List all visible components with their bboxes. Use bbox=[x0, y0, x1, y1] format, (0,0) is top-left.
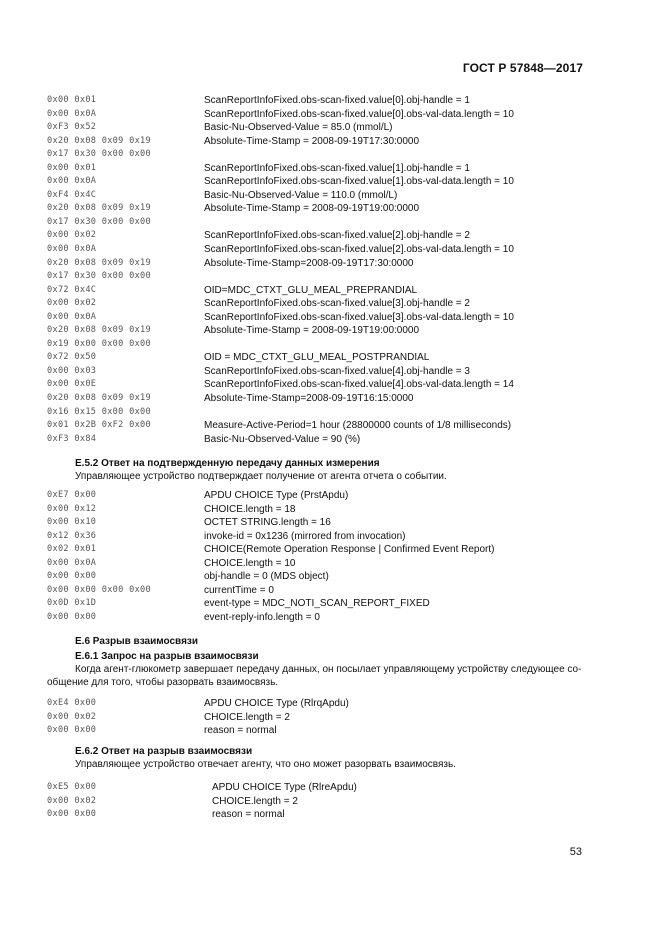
hex-bytes: 0x20 0x08 0x09 0x19 bbox=[47, 203, 152, 214]
hex-description: OID=MDC_CTXT_GLU_MEAL_PREPRANDIAL bbox=[204, 284, 418, 296]
hex-row bbox=[0, 94, 661, 108]
hex-bytes: 0x17 0x30 0x00 0x00 bbox=[47, 271, 152, 282]
hex-bytes: 0x72 0x50 bbox=[47, 352, 97, 363]
hex-description: ScanReportInfoFixed.obs-scan-fixed.value[2].obs-val-data.length = 10 bbox=[204, 244, 514, 256]
hex-row bbox=[0, 419, 661, 433]
hex-description: ScanReportInfoFixed.obs-scan-fixed.value[4].obj-handle = 3 bbox=[204, 365, 470, 377]
hex-bytes: 0x00 0x0A bbox=[47, 557, 97, 568]
hex-bytes: 0x00 0x0E bbox=[47, 379, 97, 390]
hex-row bbox=[0, 406, 661, 420]
hex-bytes: 0x00 0x03 bbox=[47, 365, 97, 376]
hex-description: ScanReportInfoFixed.obs-scan-fixed.value[4].obs-val-data.length = 14 bbox=[204, 379, 514, 391]
hex-bytes: 0x20 0x08 0x09 0x19 bbox=[47, 393, 152, 404]
hex-description: ScanReportInfoFixed.obs-scan-fixed.value[3].obs-val-data.length = 10 bbox=[204, 311, 514, 323]
hex-description: Absolute-Time-Stamp = 2008-09-19T19:00:0000 bbox=[204, 325, 420, 337]
section-text-e62: Управляющее устройство отвечает агенту, что оно может разорвать взаимосвязь. bbox=[75, 759, 456, 770]
hex-row bbox=[0, 243, 661, 257]
hex-bytes: 0x00 0x02 bbox=[47, 711, 97, 722]
hex-description: Basic-Nu-Observed-Value = 110.0 (mmol/L) bbox=[204, 189, 398, 201]
hex-row bbox=[0, 597, 661, 611]
hex-row bbox=[0, 162, 661, 176]
hex-row bbox=[0, 516, 661, 530]
hex-bytes: 0x00 0x00 0x00 0x00 bbox=[47, 584, 152, 595]
hex-bytes: 0x20 0x08 0x09 0x19 bbox=[47, 325, 152, 336]
hex-description: Basic-Nu-Observed-Value = 90 (%) bbox=[204, 433, 361, 445]
page-number: 53 bbox=[569, 846, 582, 858]
hex-description: reason = normal bbox=[204, 725, 277, 737]
hex-row bbox=[0, 270, 661, 284]
hex-row bbox=[0, 557, 661, 571]
hex-bytes: 0xF3 0x52 bbox=[47, 122, 97, 133]
hex-row bbox=[0, 351, 661, 365]
hex-description: CHOICE.length = 10 bbox=[204, 557, 296, 569]
hex-description: ScanReportInfoFixed.obs-scan-fixed.value[1].obj-handle = 1 bbox=[204, 162, 470, 174]
hex-description: Absolute-Time-Stamp=2008-09-19T17:30:0000 bbox=[204, 257, 414, 269]
hex-row bbox=[0, 202, 661, 216]
hex-bytes: 0x00 0x01 bbox=[47, 95, 97, 105]
hex-bytes: 0x00 0x0A bbox=[47, 244, 97, 255]
hex-row bbox=[0, 216, 661, 230]
hex-bytes: 0xE7 0x00 bbox=[47, 490, 97, 500]
hex-row bbox=[0, 257, 661, 271]
hex-row bbox=[0, 489, 661, 503]
hex-bytes: 0x00 0x0A bbox=[47, 108, 97, 119]
hex-description: CHOICE.length = 2 bbox=[204, 711, 290, 723]
hex-dump-block-release-request bbox=[0, 697, 661, 738]
hex-bytes: 0x02 0x01 bbox=[47, 544, 97, 555]
hex-bytes: 0x00 0x00 bbox=[47, 611, 97, 622]
hex-row bbox=[0, 324, 661, 338]
hex-row bbox=[0, 108, 661, 122]
hex-row bbox=[0, 297, 661, 311]
hex-description: ScanReportInfoFixed.obs-scan-fixed.value[1].obs-val-data.length = 10 bbox=[204, 176, 514, 188]
hex-row bbox=[0, 584, 661, 598]
hex-description: APDU CHOICE Type (RlreApdu) bbox=[212, 782, 357, 793]
hex-bytes: 0x00 0x0A bbox=[47, 176, 97, 187]
hex-dump-block-release-response bbox=[0, 781, 661, 822]
hex-description: OCTET STRING.length = 16 bbox=[204, 517, 331, 529]
hex-bytes: 0x12 0x36 bbox=[47, 530, 97, 541]
hex-bytes: 0x19 0x00 0x00 0x00 bbox=[47, 338, 152, 349]
hex-bytes: 0x17 0x30 0x00 0x00 bbox=[47, 216, 152, 227]
hex-bytes: 0x00 0x0A bbox=[47, 311, 97, 322]
hex-description: event-type = MDC_NOTI_SCAN_REPORT_FIXED bbox=[204, 598, 430, 610]
hex-description: CHOICE(Remote Operation Response | Confirmed Event Report) bbox=[204, 544, 495, 556]
section-title-e61: Е.6.1 Запрос на разрыв взаимосвязи bbox=[75, 651, 259, 662]
hex-description: event-reply-info.length = 0 bbox=[204, 611, 320, 623]
hex-row bbox=[0, 338, 661, 352]
hex-row bbox=[0, 711, 661, 725]
hex-bytes: 0x72 0x4C bbox=[47, 284, 97, 295]
hex-description: APDU CHOICE Type (PrstApdu) bbox=[204, 490, 349, 501]
hex-row bbox=[0, 311, 661, 325]
hex-row bbox=[0, 175, 661, 189]
hex-description: invoke-id = 0x1236 (mirrored from invocation) bbox=[204, 530, 406, 542]
hex-row bbox=[0, 808, 661, 822]
hex-bytes: 0x00 0x02 bbox=[47, 230, 97, 241]
hex-description: Absolute-Time-Stamp=2008-09-19T16:15:0000 bbox=[204, 393, 414, 405]
section-title-e6: Е.6 Разрыв взаимосвязи bbox=[75, 636, 199, 647]
hex-row bbox=[0, 697, 661, 711]
section-title-e52: Е.5.2 Ответ на подтвержденную передачу данных измерения bbox=[75, 458, 380, 469]
section-text-e52: Управляющее устройство подтверждает получение от агента отчета о событии. bbox=[75, 471, 447, 482]
hex-description: CHOICE.length = 18 bbox=[204, 503, 296, 515]
hex-description: ScanReportInfoFixed.obs-scan-fixed.value[2].obj-handle = 2 bbox=[204, 230, 470, 242]
section-text-e61-line2: общение для того, чтобы разорвать взаимосвязь. bbox=[47, 677, 279, 688]
hex-description: Basic-Nu-Observed-Value = 85.0 (mmol/L) bbox=[204, 122, 393, 134]
hex-dump-block-scan-report bbox=[0, 94, 661, 446]
hex-bytes: 0x00 0x00 bbox=[47, 725, 97, 736]
section-title-e62: Е.6.2 Ответ на разрыв взаимосвязи bbox=[75, 746, 253, 757]
hex-row bbox=[0, 530, 661, 544]
hex-bytes: 0x00 0x00 bbox=[47, 809, 97, 820]
hex-description: ScanReportInfoFixed.obs-scan-fixed.value[3].obj-handle = 2 bbox=[204, 298, 470, 310]
hex-bytes: 0x20 0x08 0x09 0x19 bbox=[47, 135, 152, 146]
hex-row bbox=[0, 121, 661, 135]
hex-bytes: 0x01 0x2B 0xF2 0x00 bbox=[47, 420, 152, 431]
hex-bytes: 0x00 0x01 bbox=[47, 162, 97, 173]
hex-bytes: 0x0D 0x1D bbox=[47, 598, 97, 609]
hex-row bbox=[0, 433, 661, 447]
hex-row bbox=[0, 189, 661, 203]
hex-row bbox=[0, 378, 661, 392]
hex-description: APDU CHOICE Type (RlrqApdu) bbox=[204, 698, 349, 709]
hex-row bbox=[0, 135, 661, 149]
hex-row bbox=[0, 795, 661, 809]
section-text-e61-line1: Когда агент-глюкометр завершает передачу данных, он посылает управляющему устройству следующее со- bbox=[75, 664, 582, 675]
hex-bytes: 0x00 0x02 bbox=[47, 795, 97, 806]
hex-row bbox=[0, 148, 661, 162]
hex-description: Absolute-Time-Stamp = 2008-09-19T17:30:0000 bbox=[204, 135, 420, 147]
hex-bytes: 0xF4 0x4C bbox=[47, 189, 97, 200]
hex-description: Measure-Active-Period=1 hour (28800000 counts of 1/8 milliseconds) bbox=[204, 420, 512, 432]
hex-description: ScanReportInfoFixed.obs-scan-fixed.value[0].obj-handle = 1 bbox=[204, 95, 470, 106]
hex-dump-block-confirm bbox=[0, 489, 661, 624]
hex-row bbox=[0, 543, 661, 557]
hex-description: CHOICE.length = 2 bbox=[212, 795, 298, 807]
hex-row bbox=[0, 781, 661, 795]
hex-bytes: 0x16 0x15 0x00 0x00 bbox=[47, 406, 152, 417]
hex-bytes: 0xE5 0x00 bbox=[47, 782, 97, 792]
hex-row bbox=[0, 611, 661, 625]
hex-row bbox=[0, 284, 661, 298]
hex-row bbox=[0, 392, 661, 406]
hex-description: currentTime = 0 bbox=[204, 584, 274, 596]
hex-bytes: 0x00 0x12 bbox=[47, 503, 97, 514]
hex-description: OID = MDC_CTXT_GLU_MEAL_POSTPRANDIAL bbox=[204, 352, 430, 364]
hex-bytes: 0x00 0x00 bbox=[47, 571, 97, 582]
hex-bytes: 0x20 0x08 0x09 0x19 bbox=[47, 257, 152, 268]
document-code-header: ГОСТ Р 57848—2017 bbox=[462, 61, 583, 75]
hex-description: ScanReportInfoFixed.obs-scan-fixed.value[0].obs-val-data.length = 10 bbox=[204, 108, 514, 120]
hex-bytes: 0x00 0x02 bbox=[47, 298, 97, 309]
hex-bytes: 0xF3 0x84 bbox=[47, 433, 97, 444]
hex-bytes: 0xE4 0x00 bbox=[47, 698, 97, 708]
hex-description: Absolute-Time-Stamp = 2008-09-19T19:00:0000 bbox=[204, 203, 420, 215]
hex-description: obj-handle = 0 (MDS object) bbox=[204, 571, 329, 583]
hex-row bbox=[0, 229, 661, 243]
hex-bytes: 0x00 0x10 bbox=[47, 517, 97, 528]
hex-row bbox=[0, 503, 661, 517]
hex-description: reason = normal bbox=[212, 809, 285, 821]
hex-row bbox=[0, 724, 661, 738]
hex-row bbox=[0, 365, 661, 379]
hex-row bbox=[0, 570, 661, 584]
hex-bytes: 0x17 0x30 0x00 0x00 bbox=[47, 149, 152, 160]
